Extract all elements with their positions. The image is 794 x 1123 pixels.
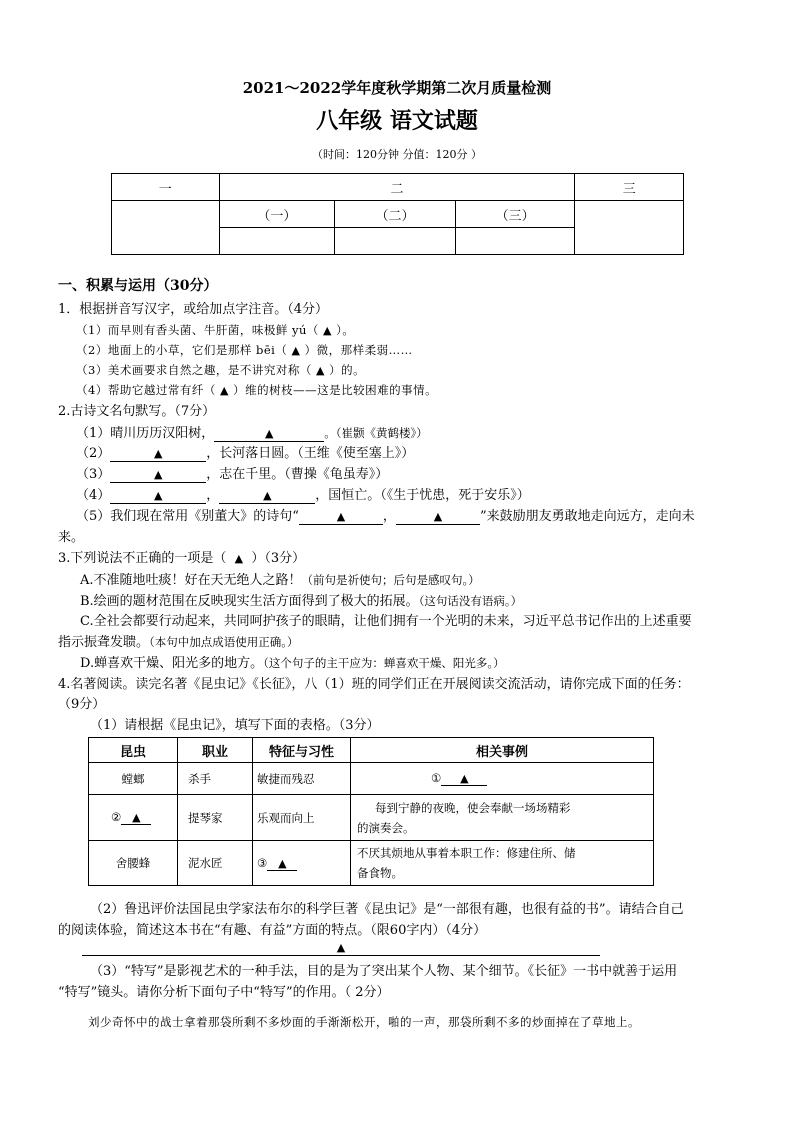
answer-blank[interactable]: ▲ [110, 489, 206, 504]
section1-title: 一、积累与运用（30分） [58, 278, 218, 294]
q4-part-3-cont: “特写”镜头。请你分析下面句子中“特写”的作用。（ 2分） [58, 985, 390, 1000]
q2-line-2: （2） ▲ ，长河落日圆。（王维《使至塞上》） [76, 446, 415, 461]
cell-trait-2: 乐观而向上 [253, 795, 351, 841]
q4-part-1: （1）请根据《昆虫记》，填写下面的表格。（3分） [90, 718, 380, 733]
score-cell-2-2[interactable] [335, 228, 456, 255]
q1-item-2: （2）地面上的小草，它们是那样 bēi（ ▲ ）微，那样柔弱…… [76, 343, 413, 357]
q4-stem-cont: （9分） [58, 697, 106, 712]
answer-blank[interactable]: ▲ [214, 427, 324, 442]
exam-title: 2021～2022学年度秋学期第二次月质量检测 [242, 79, 552, 97]
q2-line-1: （1）晴川历历汉阳树， ▲ 。（崔颢《黄鹤楼》） [76, 426, 428, 441]
q2-line-5: （5）我们现在常用《别董大》的诗句“ ▲ ， ▲ ”来鼓励朋友勇敢地走向远方，走向未 [76, 509, 695, 524]
blank-marker: ▲ [323, 324, 332, 337]
cell-insect-1: 螳螂 [89, 763, 178, 795]
q2-stem: 2.古诗文名句默写。（7分） [58, 404, 216, 419]
q2-line-3: （3） ▲ ，志在千里。（曹操《龟虽寿》） [76, 467, 389, 482]
q2-line-5-cont: 来。 [58, 530, 85, 545]
score-col-3: 三 [575, 174, 684, 201]
cell-event-3: 不厌其烦地从事着本职工作：修建住所、储 备食物。 [351, 841, 654, 886]
q3-option-d[interactable]: D.蝉喜欢干燥、阳光多的地方。（这个句子的主干应为：蝉喜欢干燥、阳光多。） [80, 656, 505, 671]
cell-trait-3[interactable]: ③ ▲ [253, 841, 351, 886]
score-table [111, 173, 684, 255]
cell-insect-3: 舍腰蜂 [89, 841, 178, 886]
insect-table [88, 737, 654, 886]
score-cell-2-3[interactable] [455, 228, 575, 255]
cell-event-1[interactable]: ① ▲ [351, 763, 654, 795]
q2-line-4: （4） ▲ ， ▲ ，国恒亡。（《生于忧患，死于安乐》） [76, 488, 530, 503]
score-sub-3: （三） [455, 201, 575, 228]
q3-option-b[interactable]: B.绘画的题材范围在反映现实生活方面得到了极大的拓展。（这句话没有语病。） [80, 594, 523, 609]
q1-item-3: （3）美术画要求自然之趣，是不讲究对称（ ▲ ）的。 [76, 363, 366, 377]
q3-option-a[interactable]: A.不准随地吐痰！好在天无绝人之路！（前句是祈使句；后句是感叹句。） [80, 573, 480, 588]
blank-marker: ▲ [219, 384, 229, 397]
cell-trait-1: 敏捷而残忍 [253, 763, 351, 795]
q4-part-2: （2）鲁迅评价法国昆虫学家法布尔的科学巨著《昆虫记》是“一部很有趣，也很有益的书”。请结合自己 [90, 902, 684, 917]
header-job: 职业 [178, 738, 253, 763]
q4-excerpt: 刘少奇怀中的战士拿着那袋所剩不多炒面的手渐渐松开，啪的一声，那袋所剩不多的炒面掉在了草地上。 [88, 1015, 640, 1029]
q1-item-4: （4）帮助它越过常有纤（ ▲ ）维的树枝——这是比较困难的事情。 [76, 383, 438, 397]
header-event: 相关事例 [351, 738, 654, 763]
exam-info: （时间：120分钟 分值：120分 ） [312, 148, 482, 161]
score-cell-3[interactable] [575, 201, 684, 255]
q1-item-1: （1）而早则有香头菌、牛肝菌，味极鲜 yú（ ▲ ）。 [76, 323, 355, 337]
score-sub-2: （二） [335, 201, 456, 228]
q3-option-c-cont: 指示振聋发聩。（本句中加点成语使用正确。） [58, 635, 299, 650]
blank-marker: ▲ [234, 552, 244, 565]
score-col-2: 二 [219, 174, 575, 201]
q4-stem: 4.名著阅读。读完名著《昆虫记》《长征》，八（1）班的同学们正在开展阅读交流活动，请你完成下面的任务： [58, 677, 690, 692]
subject-title: 八年级 语文试题 [316, 108, 478, 134]
cell-job-1: 杀手 [178, 763, 253, 795]
cell-event-2: 每到宁静的夜晚，使会奉献一场场精彩 的演奏会。 [351, 795, 654, 841]
blank-marker: ▲ [291, 344, 301, 357]
q3-stem: 3.下列说法不正确的一项是（ ▲ ）（3分） [58, 551, 306, 566]
score-cell-2-1[interactable] [219, 228, 335, 255]
score-sub-1: （一） [219, 201, 335, 228]
score-col-1: 一 [112, 174, 220, 201]
header-trait: 特征与习性 [253, 738, 351, 763]
cell-job-3: 泥水匠 [178, 841, 253, 886]
answer-blank[interactable]: ▲ [110, 468, 206, 483]
answer-blank[interactable]: ▲ [396, 510, 480, 525]
cell-insect-2[interactable]: ② ▲ [89, 795, 178, 841]
q4-part-3: （3）“特写”是影视艺术的一种手法，目的是为了突出某个人物、某个细节。《长征》一书中就善于运用 [90, 964, 678, 979]
blank-marker: ▲ [315, 364, 325, 377]
answer-blank[interactable]: ▲ [219, 489, 315, 504]
score-cell-1[interactable] [112, 201, 220, 255]
q4-part-2-cont: 的阅读体验，简述这本书在“有趣、有益”方面的特点。（限60字内）（4分） [58, 923, 487, 938]
q3-option-c[interactable]: C.全社会都要行动起来，共同呵护孩子的眼睛，让他们拥有一个光明的未来，习近平总书记作出的上述重要 [80, 614, 692, 629]
cell-job-2: 提琴家 [178, 795, 253, 841]
header-insect: 昆虫 [89, 738, 178, 763]
q4-part-2-answer-line[interactable]: ▲ [82, 941, 600, 956]
q1-stem: 1．根据拼音写汉字，或给加点字注音。（4分） [58, 302, 329, 317]
answer-blank[interactable]: ▲ [299, 510, 383, 525]
answer-blank[interactable]: ▲ [110, 447, 206, 462]
